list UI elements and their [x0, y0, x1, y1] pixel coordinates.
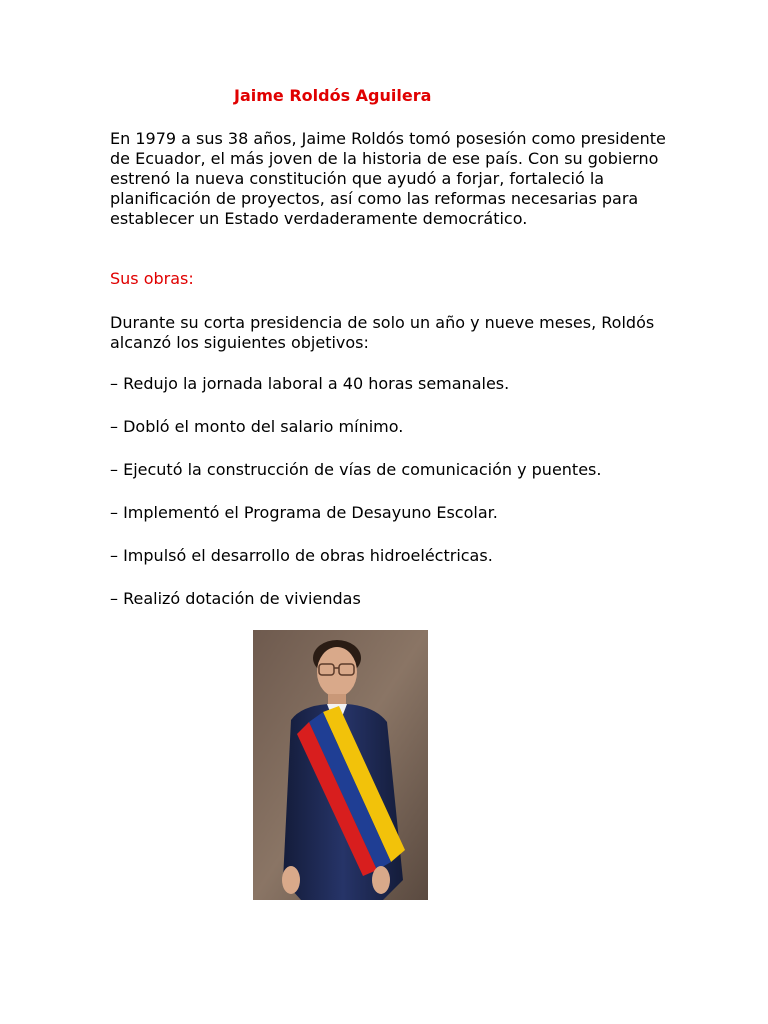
achievement-item: – Impulsó el desarrollo de obras hidroeléctricas.: [110, 546, 493, 565]
document-title: Jaime Roldós Aguilera: [234, 86, 432, 105]
achievement-item: – Implementó el Programa de Desayuno Escolar.: [110, 503, 498, 522]
achievement-item: – Realizó dotación de viviendas: [110, 589, 361, 608]
intro-paragraph: En 1979 a sus 38 años, Jaime Roldós tomó posesión como presidente de Ecuador, el más joven de la historia de ese país. Con su gobierno estrenó la nueva constitución que ayudó a forjar, fortaleció la planificación de proyectos, así como las reformas necesarias para establecer un Estado verdaderamente democrático.: [110, 129, 666, 228]
achievement-item: – Redujo la jornada laboral a 40 horas semanales.: [110, 374, 510, 393]
portrait-image: [253, 630, 428, 900]
achievements-list: [110, 374, 601, 632]
achievements-lead: Durante su corta presidencia de solo un año y nueve meses, Roldós alcanzó los siguientes objetivos:: [110, 313, 655, 352]
achievement-item: – Ejecutó la construcción de vías de comunicación y puentes.: [110, 460, 602, 479]
achievement-item: – Dobló el monto del salario mínimo.: [110, 417, 404, 436]
section-heading-obras: Sus obras:: [110, 269, 194, 288]
